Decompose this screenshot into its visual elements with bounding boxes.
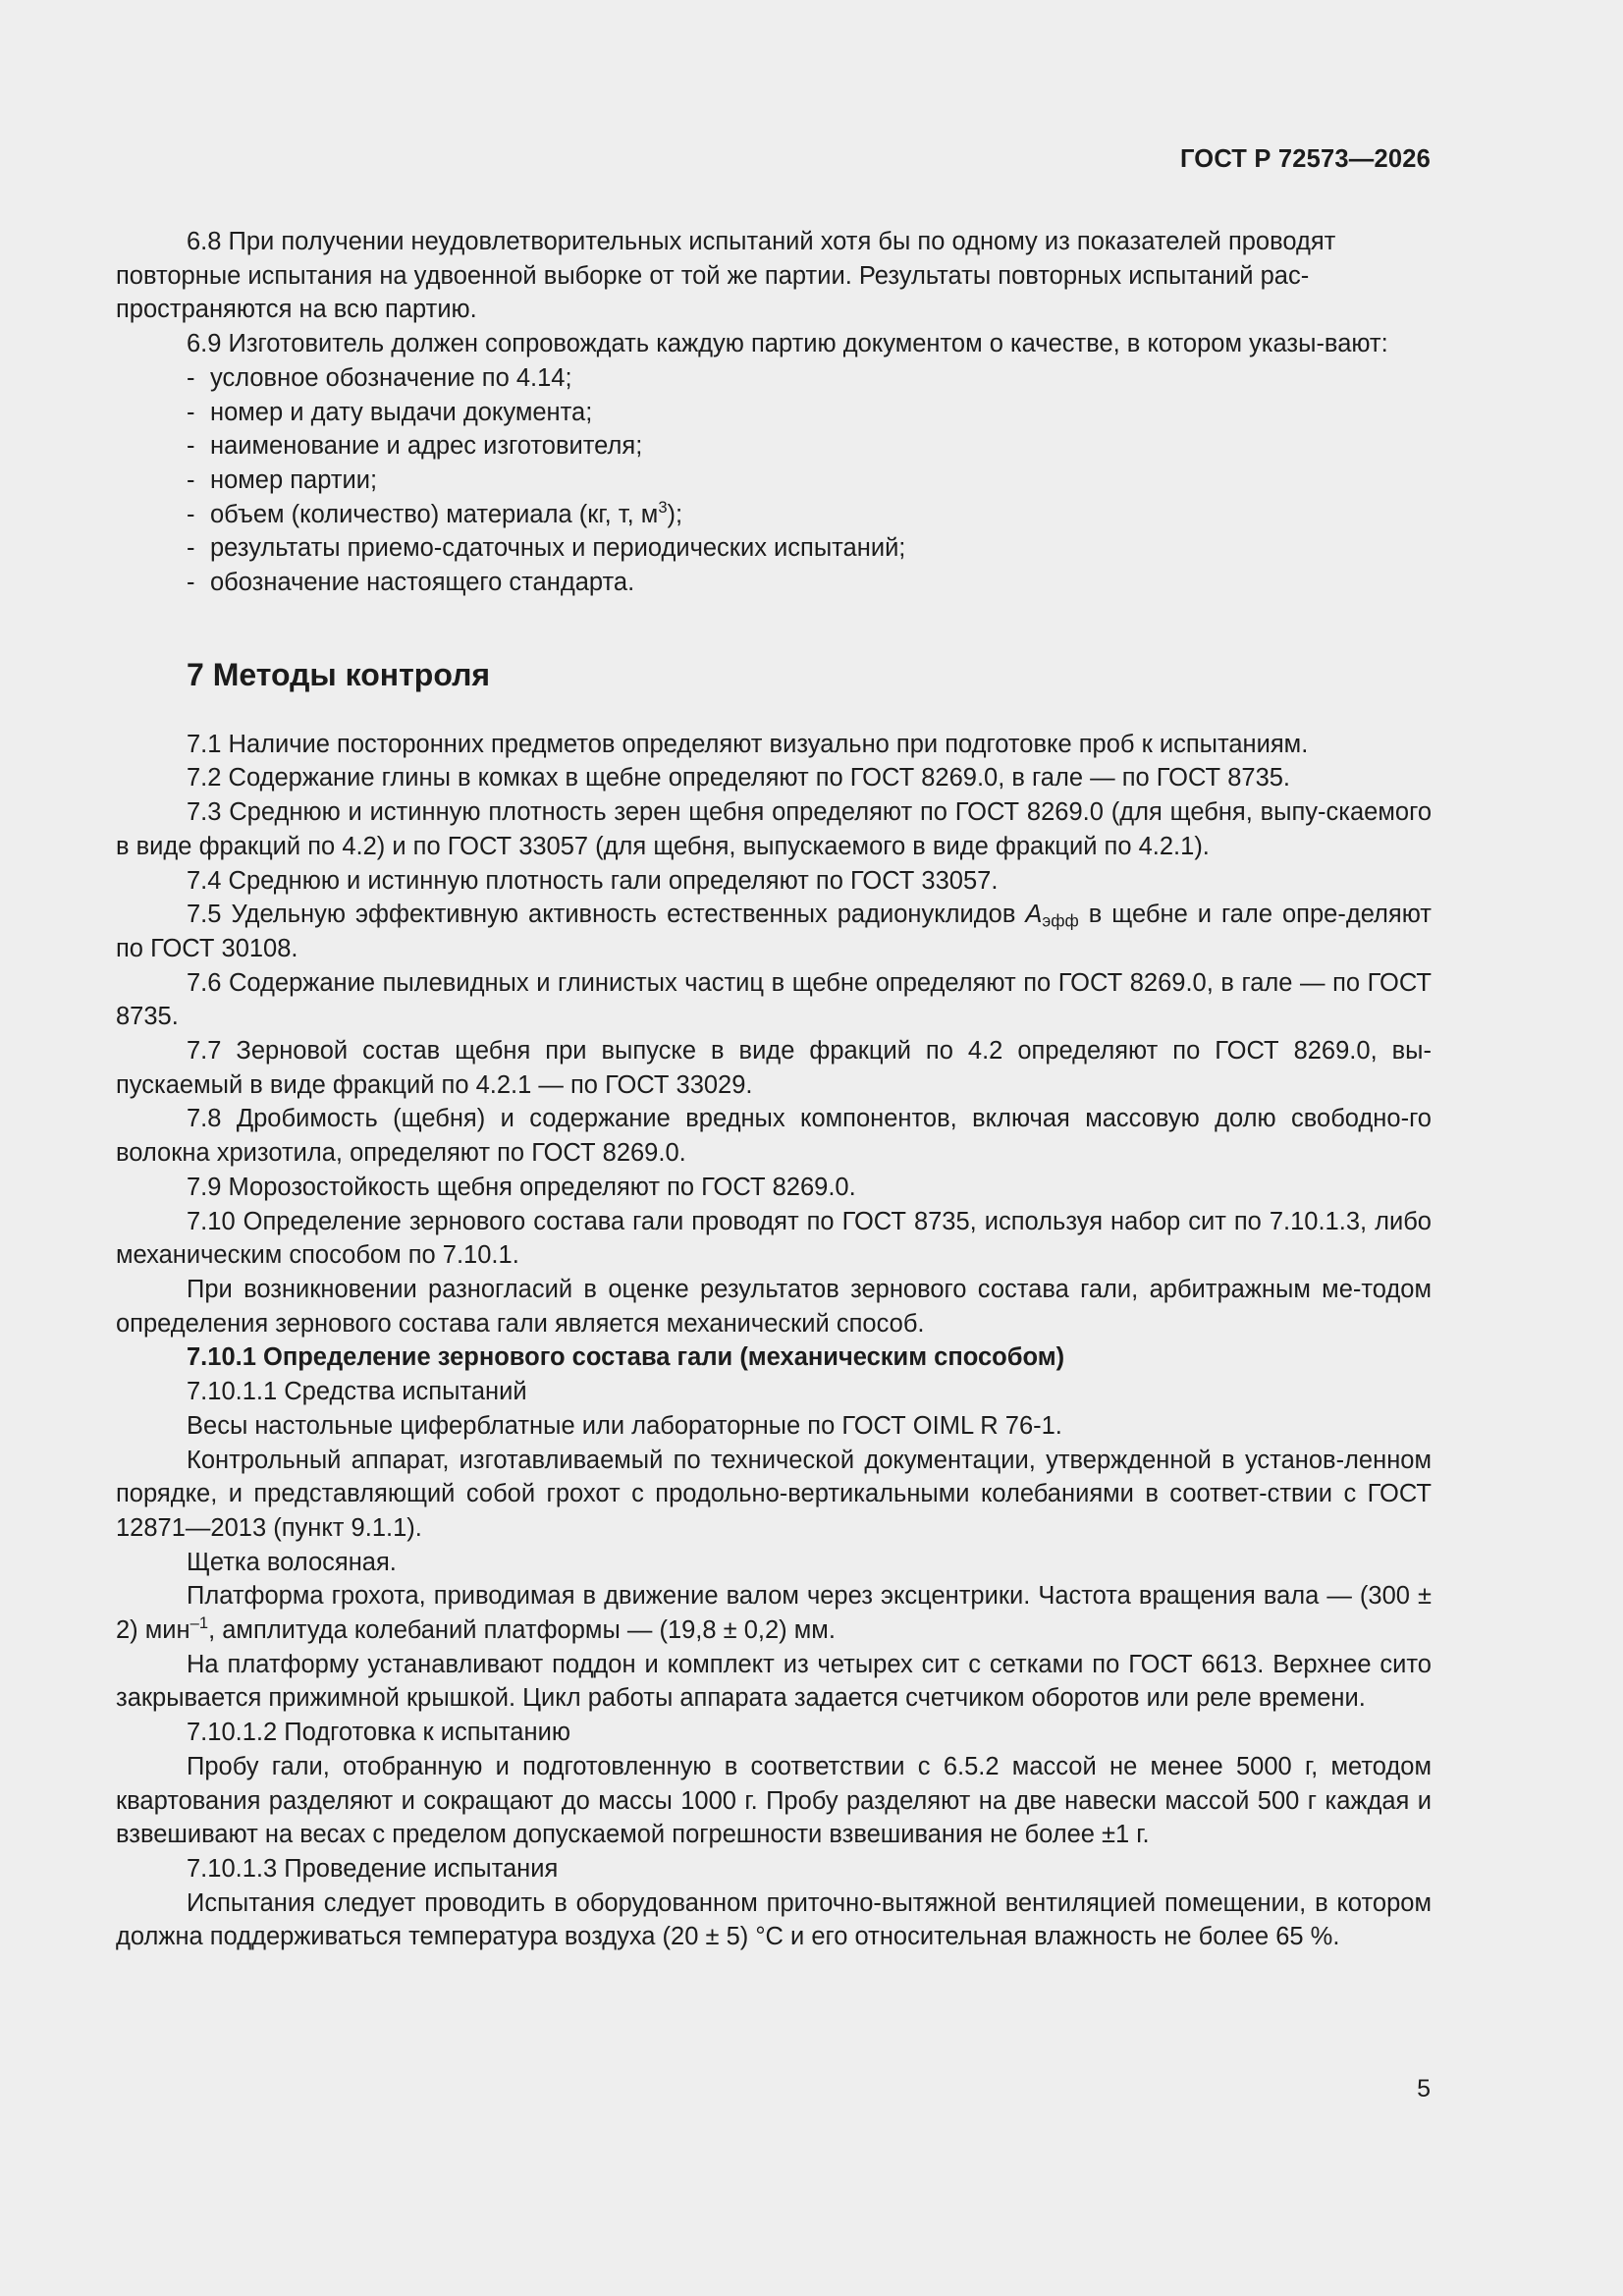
document-header: ГОСТ Р 72573—2026 [1179, 145, 1431, 173]
paragraph-7-10: 7.10 Определение зернового состава гали проводят по ГОСТ 8735, используя набор сит по 7.10.1.3, либо механическим способом по 7.10.1. [116, 1207, 1432, 1270]
list-item: - номер партии; [187, 465, 378, 494]
list-item: - условное обозначение по 4.14; [187, 363, 572, 392]
paragraph-brush: Щетка волосяная. [187, 1548, 397, 1576]
list-item: - результаты приемо-сдаточных и периодических испытаний; [187, 534, 906, 563]
paragraph-sample: Пробу гали, отобранную и подготовленную в соответствии с 6.5.2 массой не менее 5000 г, методом квартования разделяют и сокращают до массы 1000 г. Пробу разделяют на две навески массой 500 г каждая и взвешивают на весах с пределом допускаемой погрешности взвешивания не более ±1 г. [116, 1752, 1432, 1849]
paragraph-scales: Весы настольные циферблатные или лабораторные по ГОСТ OIML R 76-1. [187, 1411, 1062, 1440]
subsection-7-10-1-title: 7.10.1 Определение зернового состава гали (механическим способом) [187, 1343, 1065, 1372]
paragraph-6-9: 6.9 Изготовитель должен сопровождать каждую партию документом о качестве, в котором указы-вают: [187, 330, 1388, 358]
subsection-7-10-1-1-title: 7.10.1.1 Средства испытаний [187, 1378, 527, 1406]
paragraph-tray: На платформу устанавливают поддон и комплект из четырех сит с сетками по ГОСТ 6613. Верхнее сито закрывается прижимной крышкой. Цикл работы аппарата задается счетчиком оборотов или реле времени. [116, 1650, 1432, 1713]
document-body [116, 225, 1432, 1954]
paragraph-7-4: 7.4 Среднюю и истинную плотность гали определяют по ГОСТ 33057. [187, 866, 999, 895]
list-item: - обозначение настоящего стандарта. [187, 569, 635, 597]
section-7-title: 7 Методы контроля [187, 656, 491, 692]
quality-document-list [116, 361, 1432, 600]
paragraph-7-1: 7.1 Наличие посторонних предметов определяют визуально при подготовке проб к испытаниям. [187, 730, 1309, 758]
paragraph-conduct: Испытания следует проводить в оборудованном приточно-вытяжной вентиляцией помещении, в котором должна поддерживаться температура воздуха (20 ± 5) °С и его относительная влажность не более 65 %. [116, 1888, 1432, 1951]
subsection-7-10-1-2-title: 7.10.1.2 Подготовка к испытанию [187, 1719, 570, 1747]
list-item: - наименование и адрес изготовителя; [187, 432, 643, 461]
paragraph-7-9: 7.9 Морозостойкость щебня определяют по ГОСТ 8269.0. [187, 1173, 856, 1201]
paragraph-6-8-line-1: 6.8 При получении неудовлетворительных испытаний хотя бы по одному из показателей проводят [187, 228, 1336, 255]
paragraph-7-2: 7.2 Содержание глины в комках в щебне определяют по ГОСТ 8269.0, в гале — по ГОСТ 8735. [187, 764, 1291, 793]
subsection-7-10-1-3-title: 7.10.1.3 Проведение испытания [187, 1854, 559, 1883]
page-number: 5 [1417, 2075, 1431, 2103]
paragraph-platform: Платформа грохота, приводимая в движение валом через эксцентрики. Частота вращения вала — (300 ± 2) мин$^{-1}$, амплитуда колебаний платформы — (19,8 ± 0,2) мм. [116, 1582, 1432, 1645]
paragraph-7-6: 7.6 Содержание пылевидных и глинистых частиц в щебне определяют по ГОСТ 8269.0, в гале — по ГОСТ 8735. [116, 968, 1432, 1031]
paragraph-7-5: 7.5 Удельную эффективную активность естественных радионуклидов $А_{эфф}$ в щебне и гале опре-деляют по ГОСТ 30108. [116, 901, 1432, 962]
list-item-volume: - объем (количество) материала (кг, т, $м^3$); [187, 497, 683, 528]
paragraph-7-8: 7.8 Дробимость (щебня) и содержание вредных компонентов, включая массовую долю свободно-го волокна хризотила, определяют по ГОСТ 8269.0. [116, 1105, 1432, 1168]
paragraph-apparatus: Контрольный аппарат, изготавливаемый по технической документации, утвержденной в установ-ленном порядке, и представляющий собой грохот с продольно-вертикальными колебаниями в соответ-ствии с ГОСТ 12871—2013 (пункт 9.1.1). [116, 1446, 1432, 1542]
paragraph-7-3: 7.3 Среднюю и истинную плотность зерен щебня определяют по ГОСТ 8269.0 (для щебня, выпу-скаемого в виде фракций по 4.2) и по ГОСТ 33057 (для щебня, выпускаемого в виде фракций по 4.2.1). [116, 798, 1432, 860]
paragraph-6-8-line-3: пространяются на всю партию. [116, 296, 477, 324]
paragraph-6-8-line-2: повторные испытания на удвоенной выборке от той же партии. Результаты повторных испытаний рас- [116, 261, 1310, 290]
list-item: - номер и дату выдачи документа; [187, 398, 593, 426]
paragraph-7-7: 7.7 Зерновой состав щебня при выпуске в виде фракций по 4.2 определяют по ГОСТ 8269.0, вы-пускаемый в виде фракций по 4.2.1 — по ГОСТ 33029. [116, 1037, 1432, 1099]
paragraph-7-10-disputes: При возникновении разногласий в оценке результатов зернового состава гали, арбитражным ме-тодом определения зернового состава гали является механический способ. [116, 1275, 1432, 1338]
